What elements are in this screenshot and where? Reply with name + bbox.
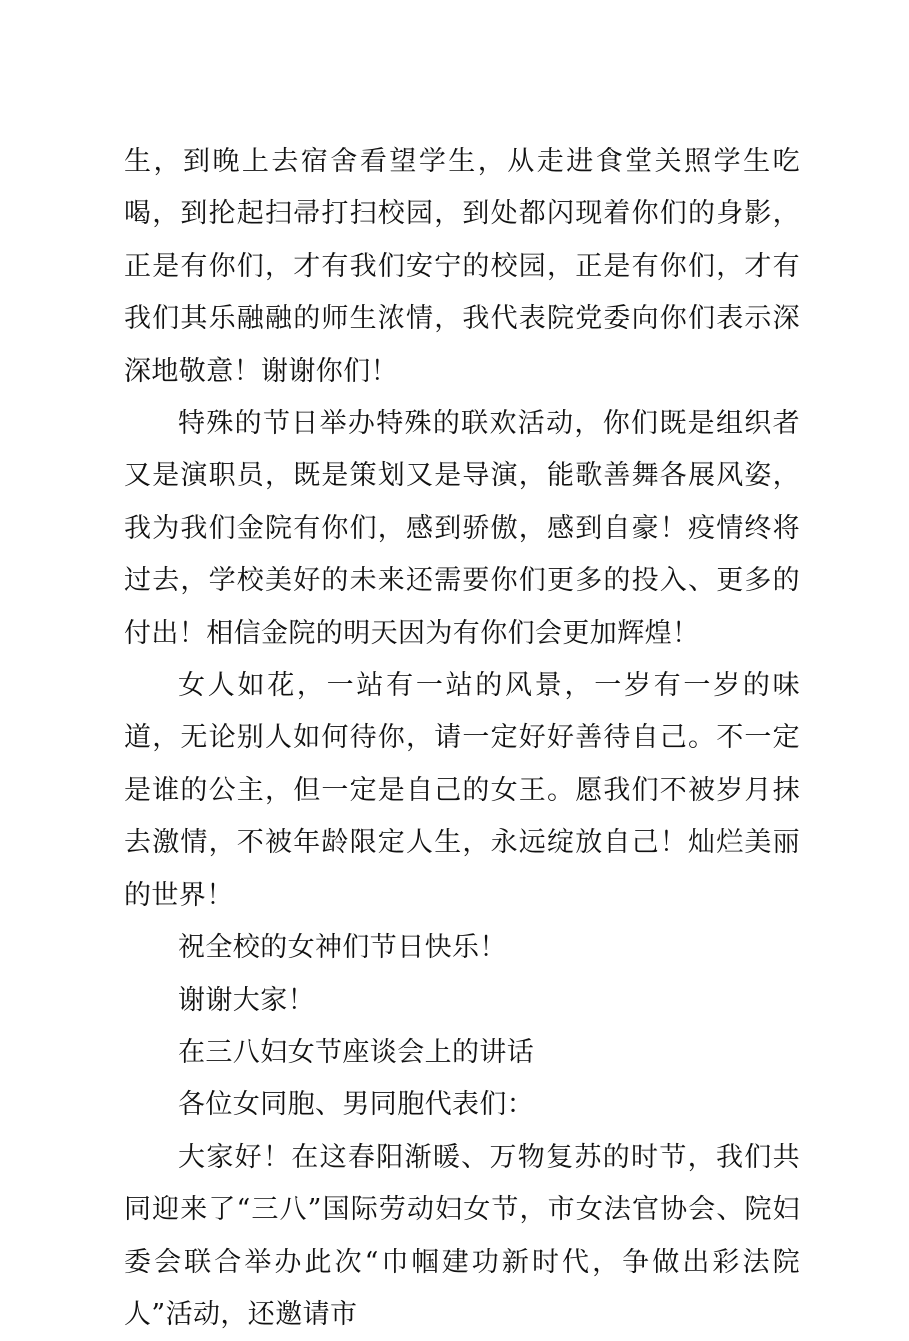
paragraph-holiday-wishes: 祝全校的女神们节日快乐！	[178, 932, 507, 964]
speech-salutation: 各位女同胞、男同胞代表们：	[178, 1089, 535, 1121]
document-page	[124, 136, 800, 1341]
paragraph-greeting: 大家好！在这春阳渐暖、万物复苏的时节，我们共同迎来了“三八”国际劳动妇女节，市女法官协会、院妇委会联合举办此次“巾帼建功新时代，争做出彩法院人”活动，还邀请市	[124, 1141, 800, 1330]
speech-title: 在三八妇女节座谈会上的讲话	[178, 1036, 535, 1068]
paragraph-women-like-flowers: 女人如花，一站有一站的风景，一岁有一岁的味道，无论别人如何待你，请一定好好善待自己。不一定是谁的公主，但一定是自己的女王。愿我们不被岁月抹去激情，不被年龄限定人生，永远绽放自己！灿烂美丽的世界！	[124, 670, 800, 911]
paragraph-thanks: 谢谢大家！	[178, 984, 315, 1016]
paragraph-festival-activity: 特殊的节日举办特殊的联欢活动，你们既是组织者又是演职员，既是策划又是导演，能歌善舞各展风姿，我为我们金院有你们，感到骄傲，感到自豪！疫情终将过去，学校美好的未来还需要你们更多的投入、更多的付出！相信金院的明天因为有你们会更加辉煌！	[124, 408, 800, 649]
paragraph-continuation: 生，到晚上去宿舍看望学生，从走进食堂关照学生吃喝，到抡起扫帚打扫校园，到处都闪现着你们的身影，正是有你们，才有我们安宁的校园，正是有你们，才有我们其乐融融的师生浓情，我代表院党委向你们表示深深地敬意！谢谢你们！	[124, 146, 800, 387]
